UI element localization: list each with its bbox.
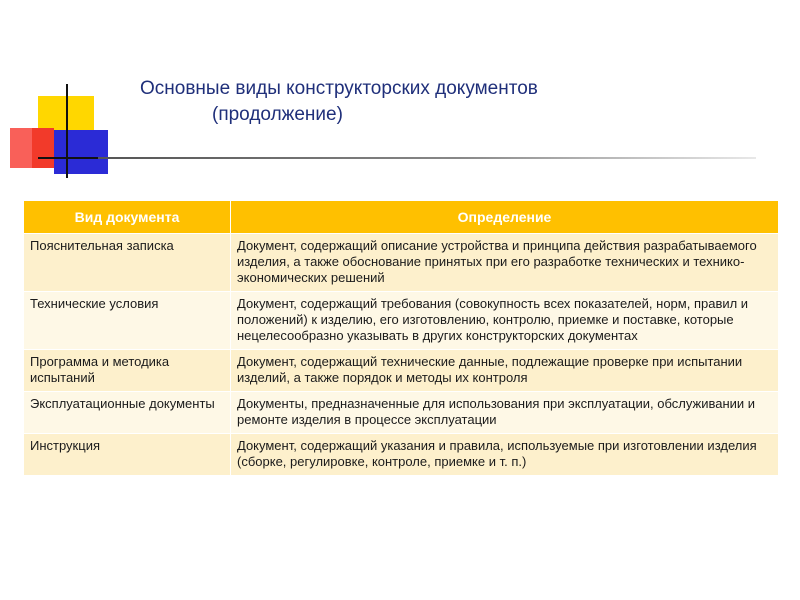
table-row (24, 292, 778, 350)
header-document-type: Вид документа (24, 201, 231, 234)
table-row (24, 434, 778, 476)
cell-definition: Документ, содержащий указания и правила, используемые при изготовлении изделия (сборке, регулировке, контроле, приемке и т. п.) (231, 434, 779, 476)
decor-blue-square (54, 130, 108, 174)
documents-table (24, 201, 778, 475)
cell-definition: Документ, содержащий технические данные, подлежащие проверке при испытании изделий, а также порядок и методы их контроля (231, 350, 779, 392)
cell-document-type: Инструкция (24, 434, 231, 476)
header-definition: Определение (231, 201, 779, 234)
cell-document-type: Технические условия (24, 292, 231, 350)
page-subtitle: (продолжение) (212, 104, 343, 125)
page-title: Основные виды конструкторских документов (140, 78, 538, 99)
decor-pink-overlay (10, 128, 32, 168)
cell-definition: Документ, содержащий описание устройства и принципа действия разрабатываемого изделия, а также обоснование принятых при его разработке технических и технико-экономических решений (231, 234, 779, 292)
table-row (24, 392, 778, 434)
cell-definition: Документ, содержащий требования (совокупность всех показателей, норм, правил и положений) к изделию, его изготовлению, контролю, приемке и поставке, которые нецелесообразно указывать в других конструкторских документах (231, 292, 779, 350)
table-row (24, 234, 778, 292)
title-divider (98, 157, 756, 159)
cell-document-type: Пояснительная записка (24, 234, 231, 292)
decor-horizontal-line (38, 157, 98, 159)
decor-vertical-line (66, 84, 68, 178)
cell-definition: Документы, предназначенные для использования при эксплуатации, обслуживании и ремонте изделия в процессе эксплуатации (231, 392, 779, 434)
table-row (24, 350, 778, 392)
table-header-row (24, 201, 778, 234)
cell-document-type: Программа и методика испытаний (24, 350, 231, 392)
cell-document-type: Эксплуатационные документы (24, 392, 231, 434)
